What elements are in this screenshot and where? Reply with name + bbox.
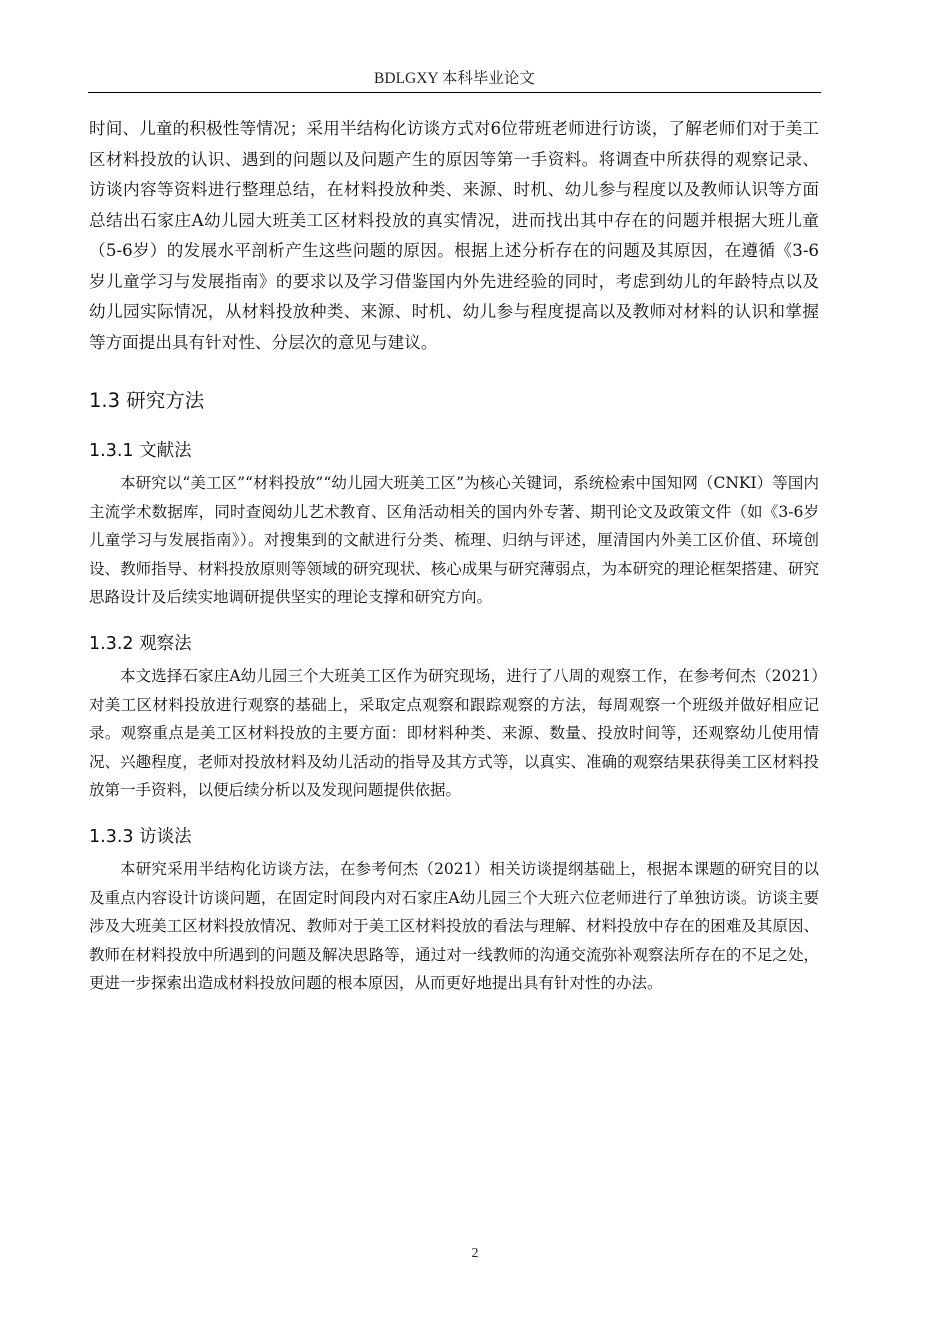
page-number: 2 [471,1246,479,1261]
section-heading-research-methods: 1.3 研究方法 [89,389,205,412]
interview-method-paragraph: 本研究采用半结构化访谈方法，在参考何杰（2021）相关访谈提纲基础上，根据本课题的研究目的以及重点内容设计访谈问题，在固定时间段内对石家庄A幼儿园三个大班六位老师进行了单独访谈。访谈主要涉及大班美工区材料投放情况、教师对于美工区材料投放的看法与理解、材料投放中存在的困难及其原因、教师在材料投放中所遇到的问题及解决思路等，通过对一线教师的沟通交流弥补观察法所存在的不足之处，更进一步探索出造成材料投放问题的根本原因，从而更好地提出具有针对性的办法。 [89,859,819,993]
intro-paragraph: 时间、儿童的积极性等情况；采用半结构化访谈方式对6位带班老师进行访谈，了解老师们对于美工区材料投放的认识、遇到的问题以及问题产生的原因等第一手资料。将调查中所获得的观察记录、访谈内容等资料进行整理总结，在材料投放种类、来源、时机、幼儿参与程度以及教师认识等方面总结出石家庄A幼儿园大班美工区材料投放的真实情况，进而找出其中存在的问题并根据大班儿童（5-6岁）的发展水平剖析产生这些问题的原因。根据上述分析存在的问题及其原因，在遵循《3-6岁儿童学习与发展指南》的要求以及学习借鉴国内外先进经验的同时，考虑到幼儿的年龄特点以及幼儿园实际情况，从材料投放种类、来源、时机、幼儿参与程度提高以及教师对材料的认识和掌握等方面提出具有针对性、分层次的意见与建议。 [89,119,819,352]
header-divider [88,92,821,93]
subsection-heading-interview-method: 1.3.3 访谈法 [89,826,192,847]
literature-method-paragraph: 本研究以“美工区”“材料投放”“幼儿园大班美工区”为核心关键词，系统检索中国知网（CNKI）等国内主流学术数据库，同时查阅幼儿艺术教育、区角活动相关的国内外专著、期刊论文及政策文件（如《3-6岁儿童学习与发展指南》）。对搜集到的文献进行分类、梳理、归纳与评述，厘清国内外美工区价值、环境创设、教师指导、材料投放原则等领域的研究现状、核心成果与研究薄弱点，为本研究的理论框架搭建、研究思路设计及后续实地调研提供坚实的理论支撑和研究方向。 [89,474,819,607]
observation-method-paragraph: 本文选择石家庄A幼儿园三个大班美工区作为研究现场，进行了八周的观察工作，在参考何杰（2021）对美工区材料投放进行观察的基础上，采取定点观察和跟踪观察的方法，每周观察一个班级并做好相应记录。观察重点是美工区材料投放的主要方面：即材料种类、来源、数量、投放时间等，还观察幼儿使用情况、兴趣程度，老师对投放材料及幼儿活动的指导及其方式等，以真实、准确的观察结果获得美工区材料投放第一手资料，以便后续分析以及发现问题提供依据。 [89,666,819,800]
page-body [89,114,819,998]
subsection-heading-literature-method: 1.3.1 文献法 [89,441,192,461]
subsection-heading-observation-method: 1.3.2 观察法 [89,633,192,654]
running-header: BDLGXY 本科毕业论文 [374,70,535,87]
